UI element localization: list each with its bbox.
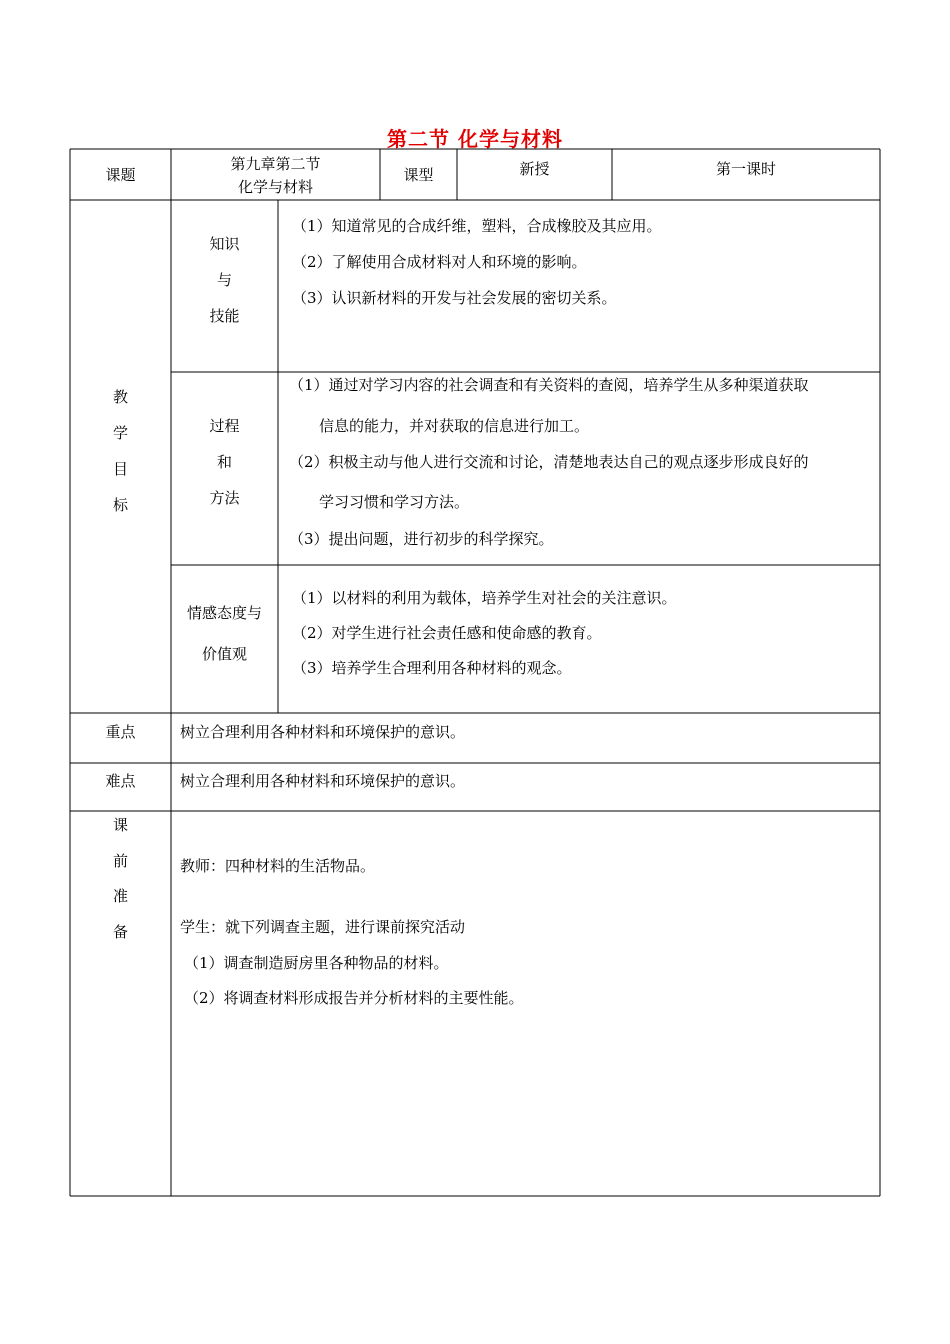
emotion-label-line: 价值观 (201, 645, 247, 663)
knowledge-label-line: 知识 (209, 235, 240, 253)
preparation-label-char: 备 (112, 923, 128, 941)
preparation-label-char: 准 (112, 887, 128, 905)
prep-item: （1）调查制造厨房里各种物品的材料。 (184, 954, 449, 972)
prep-item: （2）将调查材料形成报告并分析材料的主要性能。 (184, 989, 524, 1007)
knowledge-label-line: 与 (216, 271, 232, 289)
objectives-label-char: 目 (112, 460, 128, 478)
type-label: 课型 (403, 166, 434, 184)
period-value: 第一课时 (715, 160, 776, 178)
objectives-label-char: 学 (112, 424, 128, 442)
emotion-label-line: 情感态度与 (186, 604, 262, 622)
objectives-label-char: 标 (112, 496, 128, 514)
preparation-label-char: 课 (112, 816, 128, 834)
knowledge-item: （1）知道常见的合成纤维，塑料，合成橡胶及其应用。 (292, 217, 662, 235)
process-label-line: 方法 (209, 489, 240, 507)
knowledge-label-line: 技能 (209, 307, 240, 325)
key-point-label: 重点 (105, 723, 136, 741)
process-item: 信息的能力，并对获取的信息进行加工。 (319, 417, 590, 435)
knowledge-item: （2）了解使用合成材料对人和环境的影响。 (292, 253, 587, 271)
topic-line-2: 化学与材料 (237, 178, 313, 196)
emotion-item: （2）对学生进行社会责任感和使命感的教育。 (292, 624, 602, 642)
process-item: （2）积极主动与他人进行交流和讨论，清楚地表达自己的观点逐步形成良好的 (289, 453, 809, 471)
process-item: 学习习惯和学习方法。 (319, 493, 470, 511)
emotion-item: （1）以材料的利用为载体，培养学生对社会的关注意识。 (292, 589, 677, 607)
objectives-label-char: 教 (112, 388, 128, 406)
key-point-text: 树立合理利用各种材料和环境保护的意识。 (180, 723, 466, 741)
topic-label: 课题 (105, 166, 136, 184)
difficulty-text: 树立合理利用各种材料和环境保护的意识。 (180, 772, 466, 790)
knowledge-item: （3）认识新材料的开发与社会发展的密切关系。 (292, 289, 617, 307)
emotion-item: （3）培养学生合理利用各种材料的观念。 (292, 659, 572, 677)
student-prep: 学生：就下列调查主题，进行课前探究活动 (180, 918, 466, 936)
process-item: （3）提出问题，进行初步的科学探究。 (289, 530, 554, 548)
topic-line-1: 第九章第二节 (230, 155, 321, 173)
difficulty-label: 难点 (105, 772, 136, 790)
process-item: （1）通过对学习内容的社会调查和有关资料的查阅，培养学生从多种渠道获取 (289, 376, 809, 394)
preparation-label-char: 前 (112, 852, 128, 870)
process-label-line: 和 (216, 453, 232, 471)
page-title: 第二节 化学与材料 (387, 127, 563, 151)
type-value: 新授 (519, 160, 550, 178)
process-label-line: 过程 (209, 417, 240, 435)
teacher-prep: 教师：四种材料的生活物品。 (180, 857, 376, 875)
